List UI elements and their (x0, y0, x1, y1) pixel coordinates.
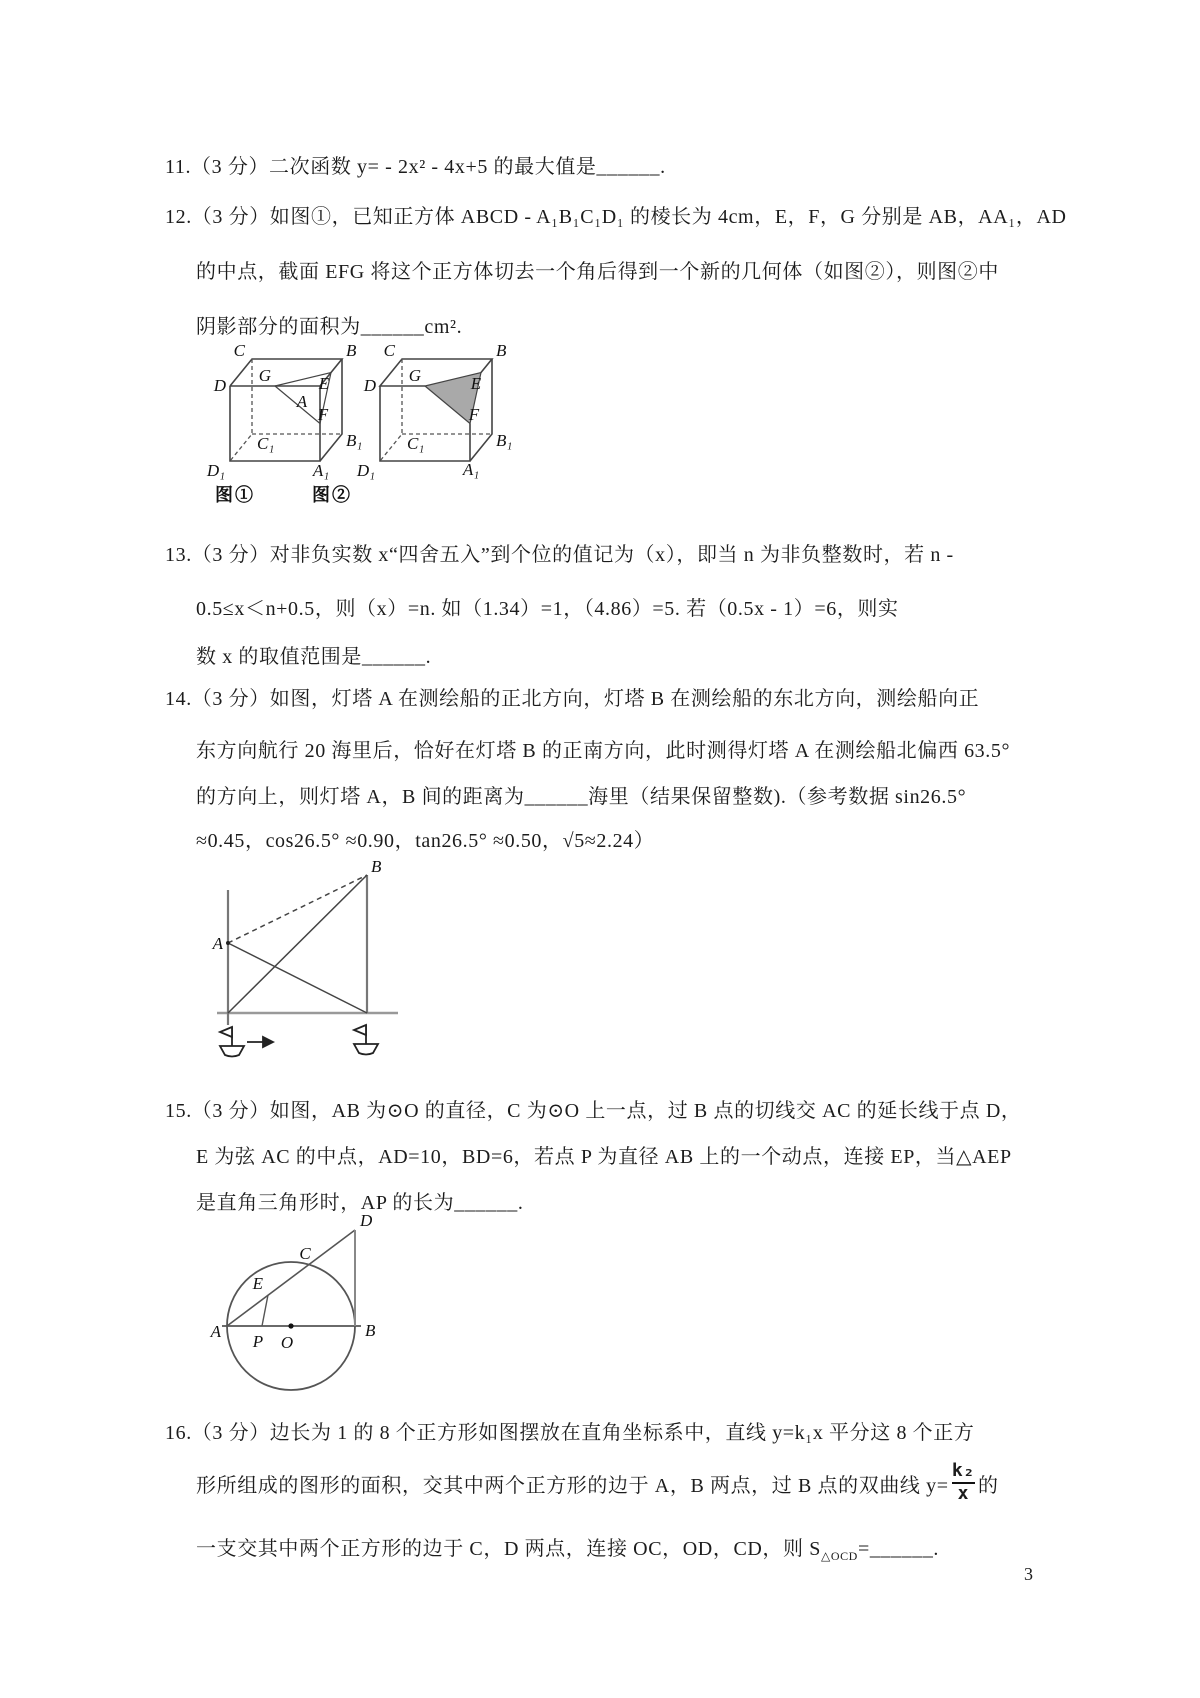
problem-16-line-2-tail: 的 (978, 1474, 999, 1497)
cube-figure (185, 328, 513, 518)
circle-label-d: D (360, 1211, 373, 1230)
cube1-label-c: C (233, 341, 245, 360)
circle-label-e: E (252, 1274, 263, 1293)
circle-label-c: C (299, 1244, 311, 1263)
problem-14-line-4: ≈0.45，cos26.5° ≈0.90，tan26.5° ≈0.50，√5≈2.24） (196, 830, 655, 852)
problem-15-line-3: 是直角三角形时，AP 的长为______. (196, 1192, 524, 1214)
direction-arrow-icon (247, 1037, 273, 1047)
cube2-label-b1: B₁ (496, 431, 513, 450)
problem-16-line-3-tail: =______. (857, 1538, 940, 1560)
cube1-label-f: F (317, 405, 329, 424)
cube2-label-b: B (496, 341, 507, 360)
cube2-label-e: E (470, 374, 482, 393)
cube1-label-d: D (213, 376, 226, 395)
cube2-label-d: D (363, 376, 376, 395)
navigation-figure (195, 852, 410, 1067)
problem-16-line-2-text: 形所组成的图形的面积，交其中两个正方形的边于 A，B 两点，过 B 点的双曲线 y= (196, 1474, 949, 1497)
cube2-label-f: F (468, 405, 480, 424)
cube1-label-c1: C₁ (257, 434, 275, 453)
problem-13-line-2: 0.5≤x＜n+0.5，则（x）=n. 如（1.34）=1，（4.86）=5. 若（0.5x - 1）=6，则实 (196, 598, 899, 620)
cube1-label-b1: B₁ (346, 431, 363, 450)
circle-label-b: B (365, 1321, 376, 1340)
boat-icon-left (220, 1027, 244, 1057)
point-a-dot (226, 941, 230, 945)
circle-label-a: A (210, 1322, 221, 1341)
problem-12-line-2: 的中点，截面 EFG 将这个正方体切去一个角后得到一个新的几何体（如图②），则图②中 (196, 261, 999, 283)
problem-15-line-2: E 为弦 AC 的中点，AD=10，BD=6，若点 P 为直径 AB 上的一个动点，连接 EP，当△AEP (196, 1146, 1012, 1168)
problem-16-line-3-text: 一支交其中两个正方形的边于 C，D 两点，连接 OC，OD，CD，则 (196, 1538, 810, 1560)
problem-16-line-3 (196, 1532, 939, 1564)
secant-ad (227, 1230, 355, 1326)
area-symbol: S (809, 1538, 821, 1560)
hyperbola-fraction (952, 1461, 975, 1504)
circle-figure (195, 1210, 395, 1405)
boat-icon-right (354, 1025, 378, 1055)
cube1-label-a1: A₁ (312, 461, 330, 480)
area-symbol-subscript: △OCD (820, 1549, 858, 1563)
dashed-ab-line (228, 875, 367, 943)
sightline-a (228, 943, 367, 1013)
problem-11-line-1: 11.（3 分）二次函数 y= - 2x² - 4x+5 的最大值是______. (165, 156, 666, 178)
problem-14-line-3: 的方向上，则灯塔 A，B 间的距离为______海里（结果保留整数).（参考数据 sin26.5° (196, 786, 967, 808)
cube2-label-c1: C₁ (407, 434, 425, 453)
cube2-label-c: C (383, 341, 395, 360)
sightline-b (228, 875, 367, 1013)
cube1-label-b: B (346, 341, 357, 360)
nav-label-a: A (212, 934, 223, 953)
page-number: 3 (1024, 1564, 1033, 1584)
cube1-label-e: E (318, 374, 330, 393)
figure1-caption: 图① (215, 485, 255, 505)
nav-label-b: B (371, 857, 382, 876)
problem-14-line-2: 东方向航行 20 海里后，恰好在灯塔 B 的正南方向，此时测得灯塔 A 在测绘船北偏西 63.5° (196, 740, 1011, 762)
problem-16-line-2 (196, 1452, 999, 1514)
problem-16-line-1: 16.（3 分）边长为 1 的 8 个正方形如图摆放在直角坐标系中，直线 y=k₁x 平分这 8 个正方 (165, 1422, 975, 1444)
cube1-label-g: G (258, 366, 271, 385)
problem-12-line-1: 12.（3 分）如图①，已知正方体 ABCD - A₁B₁C₁D₁ 的棱长为 4cm，E，F，G 分别是 AB，AA₁，AD (165, 206, 1067, 228)
cube2-label-a1: A₁ (462, 460, 480, 479)
problem-12-line-3: 阴影部分的面积为______cm². (196, 316, 463, 338)
problem-13-line-1: 13.（3 分）对非负实数 x“四舍五入”到个位的值记为（x），即当 n 为非负整数时，若 n - (165, 544, 954, 566)
cube2-label-g: G (408, 366, 421, 385)
circle-label-o: O (280, 1333, 294, 1352)
problem-14-line-1: 14.（3 分）如图，灯塔 A 在测绘船的正北方向，灯塔 B 在测绘船的东北方向，测绘船向正 (165, 688, 980, 710)
figure2-caption: 图② (312, 485, 352, 505)
problem-13-line-3: 数 x 的取值范围是______. (196, 646, 432, 668)
fraction-numerator: k₂ (951, 1460, 975, 1482)
fraction-denominator: x (952, 1482, 975, 1505)
center-o-dot (288, 1323, 293, 1328)
cube2-label-d1: D₁ (356, 461, 375, 480)
cube1-label-d1: D₁ (206, 461, 225, 480)
problem-15-line-1: 15.（3 分）如图，AB 为⊙O 的直径，C 为⊙O 上一点，过 B 点的切线交 AC 的延长线于点 D， (165, 1100, 1022, 1122)
cube1-label-a: A (296, 392, 308, 411)
circle-label-p: P (252, 1332, 264, 1351)
